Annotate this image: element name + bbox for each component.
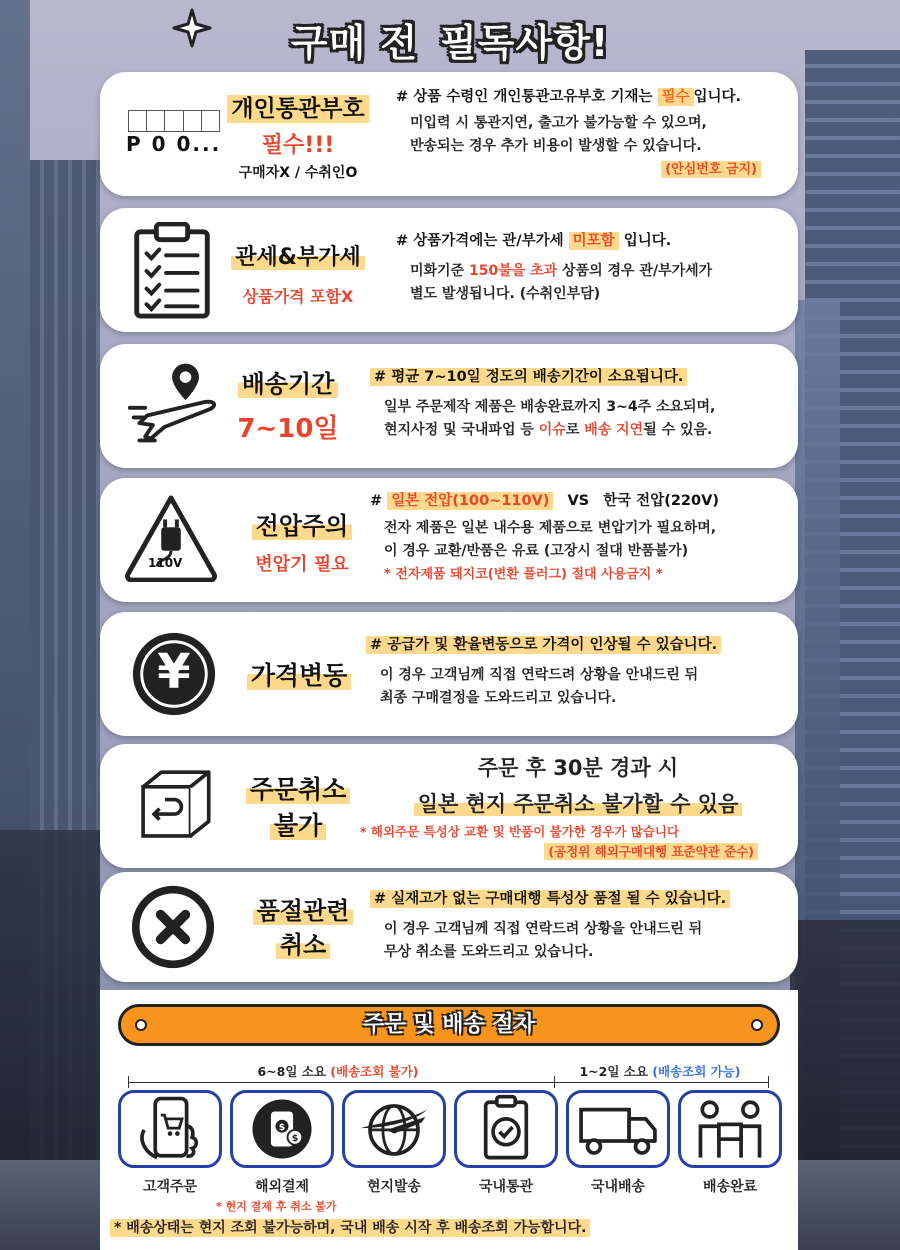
customs-code-example: P 0 0... — [126, 132, 222, 156]
card-shipping-period — [100, 344, 798, 468]
card-tax — [100, 208, 798, 332]
shipping-days: 7~10일 — [237, 414, 339, 444]
card-soldout-cancel — [100, 872, 798, 982]
page-title: 구매 전 필독사항! — [290, 21, 610, 65]
phone-cart-icon — [121, 1093, 219, 1165]
step-overseas-payment — [230, 1090, 334, 1168]
step-label: 국내통관 — [478, 1179, 534, 1195]
plane-globe-icon — [345, 1093, 443, 1165]
tax-title: 관세&부가세 — [218, 240, 378, 271]
soldout-desc: # 실재고가 없는 구매대행 특성상 품절 될 수 있습니다. 이 경우 고객님께 직접 연락드려 상황을 안내드린 뒤 무상 취소를 도와드리고 있습니다. — [370, 888, 795, 964]
airplane-location-icon — [126, 358, 222, 448]
soldout-title: 품절관련 취소 — [228, 894, 378, 962]
card-price-change — [100, 612, 798, 736]
voltage-sub: 변압기 필요 — [255, 554, 349, 575]
tax-desc: # 상품가격에는 관/부가세 미포함 입니다. 미화기준 150불을 초과 상품의 경우 관/부가세가 별도 발생됩니다. (수취인부담) — [396, 233, 713, 302]
shipping-title: 배송기간 — [218, 364, 358, 399]
bottom-note: * 배송상태는 현지 조회 불가능하며, 국내 배송 시작 후 배송조회 가능합니다. — [110, 1217, 590, 1237]
step-local-shipping — [342, 1090, 446, 1168]
customs-required: 필수!!! — [261, 133, 335, 158]
process-title: 주문 및 배송 절차 — [363, 1012, 535, 1037]
tax-sub: 상품가격 포함X — [242, 287, 354, 306]
code-boxes — [128, 110, 220, 132]
order-process-section — [100, 990, 798, 1250]
cancel-big-text: 주문 후 30분 경과 시 일본 현지 주문취소 불가할 수 있음 — [368, 750, 788, 822]
customs-title: 개인통관부호 — [218, 90, 378, 123]
process-title-bar — [118, 1004, 780, 1046]
payment-note: * 현지 결제 후 취소 불가 — [216, 1200, 337, 1213]
clipboard-checklist-icon — [132, 222, 212, 320]
cancel-note1: * 해외주문 특성상 교환 및 반품이 불가한 경우가 많습니다 — [360, 824, 680, 839]
step-label: 국내배송 — [590, 1179, 646, 1195]
step-delivery-complete — [678, 1090, 782, 1168]
svg-text:$: $ — [291, 1133, 299, 1144]
step-domestic-customs — [454, 1090, 558, 1168]
shipping-desc: # 평균 7~10일 정도의 배송기간이 소요됩니다. 일부 주문제작 제품은 배송완료까지 3~4주 소요되며, 현지사정 및 국내파업 등 이슈로 배송 지연될 수 있음. — [370, 366, 790, 442]
close-circle-icon — [130, 884, 216, 970]
process-steps — [118, 1090, 780, 1170]
cancel-title: 주문취소 불가 — [228, 772, 368, 844]
step-label: 고객주문 — [142, 1179, 198, 1195]
svg-text:$: $ — [278, 1121, 286, 1133]
return-box-icon — [134, 768, 216, 842]
voltage-title: 전압주의 — [228, 506, 376, 541]
yen-symbol: ¥ — [157, 644, 191, 700]
price-title: 가격변동 — [234, 656, 364, 692]
card-customs-code — [100, 72, 798, 196]
clipboard-check-icon — [457, 1093, 555, 1165]
card-order-cancel — [100, 744, 798, 868]
step-domestic-delivery — [566, 1090, 670, 1168]
step-label: 배송완료 — [702, 1179, 758, 1195]
step-label: 해외결제 — [254, 1179, 310, 1195]
step-label: 현지발송 — [366, 1179, 422, 1195]
truck-icon — [569, 1093, 667, 1165]
customs-desc: # 상품 수령인 개인통관고유부호 기재는 필수 입니다. 미입력 시 통관지연, 출고가 불가능할 수 있으며, 반송되는 경우 추가 비용이 발생할 수 있습니다. (안심번호 금지) — [396, 86, 791, 181]
range-domestic: 1~2일 소요 (배송조회 가능) — [579, 1064, 741, 1079]
card-voltage — [100, 478, 798, 602]
customs-sub: 구매자X / 수취인O — [238, 165, 358, 181]
price-desc: # 공급가 및 환율변동으로 가격이 인상될 수 있습니다. 이 경우 고객님께 직접 연락드려 상황을 안내드린 뒤 최종 구매결정을 도와드리고 있습니다. — [366, 634, 796, 710]
cancel-note2: (공정위 해외구매대행 표준약관 준수) — [544, 842, 758, 860]
range-domestic-abroad: 6~8일 소요 (배송조회 불가) — [257, 1064, 419, 1079]
step-customer-order — [118, 1090, 222, 1168]
voltage-desc: # 일본 전압(100~110V) VS 한국 전압(220V) 전자 제품은 일본 내수용 제품으로 변압기가 필요하며, 이 경우 교환/반품은 유료 (고장시 절대 반품불가) * 전자제품 돼지코(변환 플러그) 절대 사용금지 * — [370, 493, 719, 582]
payment-icon — [233, 1093, 331, 1165]
handover-icon — [681, 1093, 779, 1165]
voltage-badge: 110V — [148, 556, 183, 570]
